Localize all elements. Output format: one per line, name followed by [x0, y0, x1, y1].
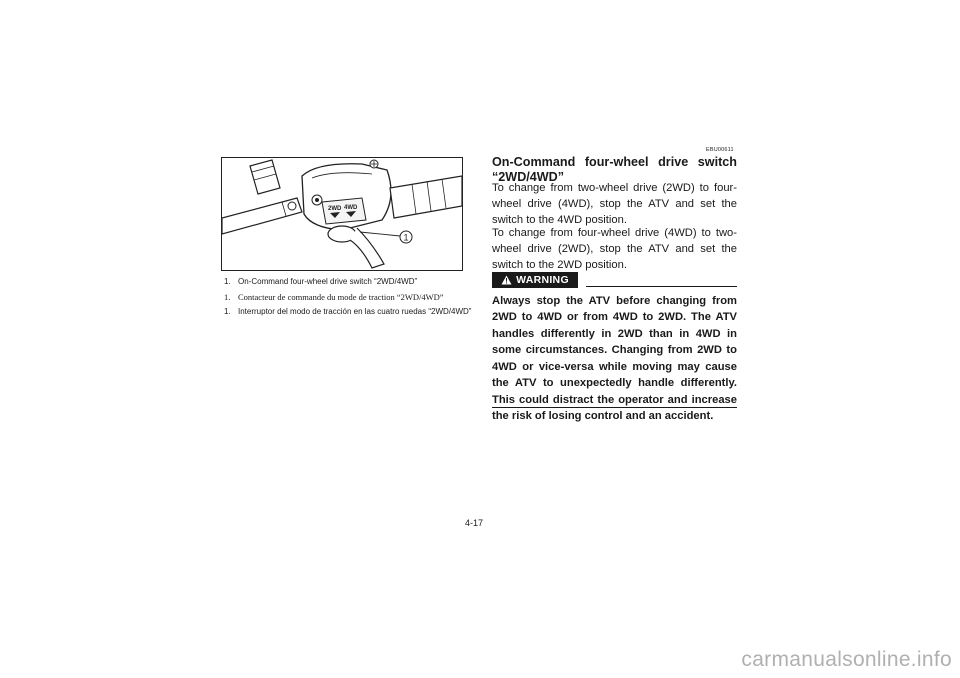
caption-number: 1.	[224, 307, 231, 317]
warning-triangle-icon	[501, 275, 512, 285]
section-code: EBU00611	[706, 147, 734, 153]
caption-text: On-Command four-wheel drive switch “2WD/4WD”	[238, 277, 418, 286]
switch-label-2wd: 2WD	[328, 206, 342, 212]
handlebar-drawing	[222, 158, 462, 270]
warning-rule	[586, 286, 737, 287]
switch-illustration	[221, 157, 463, 271]
caption-french	[224, 292, 474, 303]
warning-label: WARNING	[516, 274, 569, 286]
warning-bottom-rule	[492, 407, 737, 408]
caption-english	[224, 277, 474, 288]
paragraph-2wd: To change from four-wheel drive (4WD) to two-wheel drive (2WD), stop the ATV and set the switch to the 2WD position.	[492, 227, 737, 272]
paragraph-4wd: To change from two-wheel drive (2WD) to four-wheel drive (4WD), stop the ATV and set the switch to the 4WD position.	[492, 182, 737, 227]
figure-captions	[224, 277, 474, 322]
caption-number: 1.	[224, 277, 231, 286]
watermark: carmanualsonline.info	[741, 648, 952, 671]
caption-text: Contacteur de commande du mode de traction “2WD/4WD”	[238, 291, 444, 302]
warning-badge	[492, 272, 578, 288]
heading-line-2: “2WD/4WD”	[492, 170, 565, 185]
heading-line-1: On-Command four-wheel drive switch	[492, 155, 737, 169]
caption-text: Interruptor del modo de tracción en las cuatro ruedas “2WD/4WD”	[238, 307, 472, 317]
switch-label-4wd: 4WD	[344, 205, 358, 211]
warning-text: Always stop the ATV before changing from 2WD to 4WD or from 4WD to 2WD. The ATV handles differently in 2WD than in 4WD in some circumstances. Changing from 2WD to 4WD or vice-versa while moving may cause the ATV to unexpectedly handle differently. This could distract the operator and increase the risk of losing control and an accident.	[492, 295, 737, 423]
page-number: 4-17	[465, 518, 484, 528]
caption-number: 1.	[224, 291, 231, 302]
caption-spanish	[224, 307, 474, 318]
warning-header	[492, 272, 737, 290]
callout-number: 1	[403, 232, 409, 243]
